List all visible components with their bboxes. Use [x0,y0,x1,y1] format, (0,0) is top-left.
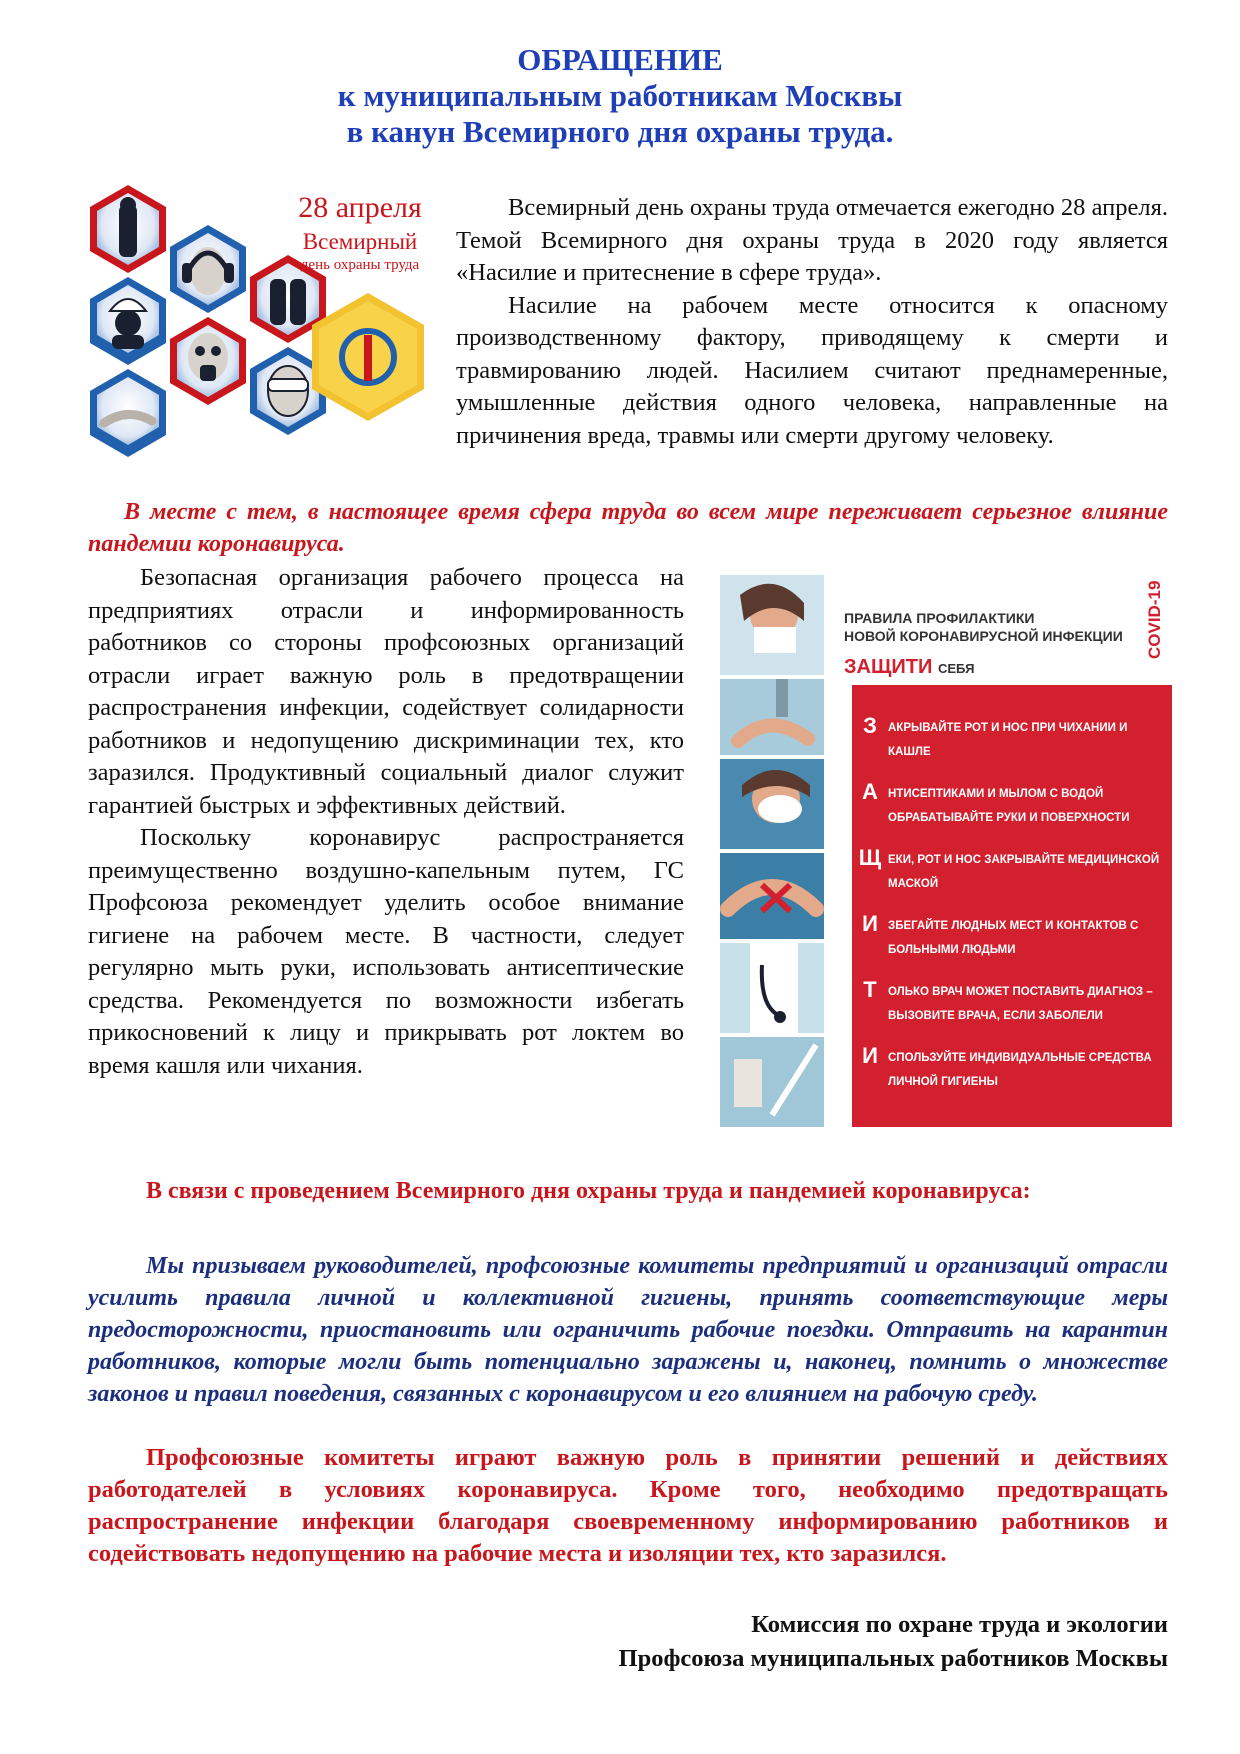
poster-rule-letter: Т [863,977,877,1002]
covid-prevention-poster [720,575,1172,1127]
poster-rule-line-2: ОБРАБАТЫВАЙТЕ РУКИ И ПОВЕРХНОСТИ [888,812,1130,824]
committees-text [88,1442,1168,1570]
logo-line-1: Всемирный [302,229,418,254]
poster-rule-line-1: АКРЫВАЙТЕ РОТ И НОС ПРИ ЧИХАНИИ И [888,722,1128,734]
intro-text [456,192,1168,452]
poster-rule-line-2: ВЫЗОВИТЕ ВРАЧА, ЕСЛИ ЗАБОЛЕЛИ [888,1010,1103,1022]
poster-header-line-1: ПРАВИЛА ПРОФИЛАКТИКИ [844,610,1035,626]
poster-rule-letter: А [862,779,878,804]
appeal-heading-text: В связи с проведением Всемирного дня охраны труда и пандемией коронавируса: [146,1178,1031,1204]
logo-line-2: день охраны труда [300,257,420,273]
poster-rule-line-2: ЛИЧНОЙ ГИГИЕНЫ [888,1076,998,1088]
appeal-paragraph: Мы призываем руководителей, профсоюзные комитеты предприятий и организаций отрасли усилить правила личной и коллективной гигиены, принять соответствующие меры предосторожности, приостановить или ограничить рабочие поездки. Отправить на карантин работников, которые могли быть потенциально заражены и, наконец, помнить о множестве законов и правил поведения, связанных с коронавирусом и его влиянием на рабочую среду. [88,1253,1168,1407]
poster-rule-letter: И [862,911,878,936]
hex-worker-suit [90,185,166,273]
signature [368,1608,1168,1676]
hexagon-cells [90,185,424,457]
title-line-1: ОБРАЩЕНИЕ [517,42,723,77]
world-safety-day-logo [88,185,438,475]
hex-washing-hands [90,369,166,457]
hex-union-emblem [312,293,424,421]
poster-rule-letter: И [862,1043,878,1068]
poster-rules-stripe [844,685,852,1127]
poster-covid-label: COVID-19 [1145,580,1164,659]
poster-rule-line-1: СПОЛЬЗУЙТЕ ИНДИВИДУАЛЬНЫЕ СРЕДСТВА [888,1052,1152,1064]
poster-rule-letter: Щ [858,845,882,870]
appeal-text [88,1250,1168,1410]
poster-rule-line-1: ЗБЕГАЙТЕ ЛЮДНЫХ МЕСТ И КОНТАКТОВ С [888,920,1139,932]
poster-rule-line-2: КАШЛЕ [888,746,931,758]
title-line-3: в канун Всемирного дня охраны труда. [346,114,894,149]
pandemic-note-text: В месте с тем, в настоящее время сфера труда во всем мире переживает серьезное влияние пандемии коронавируса. [88,499,1168,557]
poster-rule-line-2: БОЛЬНЫМИ ЛЮДЬМИ [888,944,1016,956]
left-paragraph-1: Безопасная организация рабочего процесса на предприятиях отрасли и информированность работников со стороны профсоюзных организаций отрасли играет важную роль в предотвращении распространения инфекции, содействует солидарности работников и недопущению дискриминации тех, кто заразился. Продуктивный социальный диалог служит гарантией быстрых и эффективных действий. [88,564,684,819]
intro-paragraph-1: Всемирный день охраны труда отмечается ежегодно 28 апреля. Темой Всемирного дня охраны труда в 2020 году является «Насилие и притеснение в сфере труда». [456,194,1168,286]
poster-zashchiti: ЗАЩИТИ [844,656,933,678]
signature-line-1: Комиссия по охране труда и экологии [751,1611,1168,1638]
poster-rule-line-1: ЕКИ, РОТ И НОС ЗАКРЫВАЙТЕ МЕДИЦИНСКОЙ [888,854,1160,866]
left-column-text [88,562,684,1082]
hex-hard-hat [90,277,166,365]
intro-paragraph-2: Насилие на рабочем месте относится к опасному производственному фактору, приводящему к смерти и травмированию людей. Насилием считают преднамеренные, умышленные действия одного человека, направленные на причинения вреда, травмы или смерти другому человеку. [456,291,1168,449]
left-paragraph-2: Поскольку коронавирус распространяется преимущественно воздушно-капельным путем, ГС Профсоюза рекомендует уделить особое внимание гигиене на рабочем месте. В частности, следует регулярно мыть руки, использовать антисептические средства. Рекомендуется по возможности избегать прикосновений к лицу и прикрывать рот локтем во время кашля или чихания. [88,824,684,1079]
poster-rule-line-1: ОЛЬКО ВРАЧ МОЖЕТ ПОСТАВИТЬ ДИАГНОЗ – [888,986,1153,998]
poster-sebya: СЕБЯ [938,661,975,676]
poster-rule-line-1: НТИСЕПТИКАМИ И МЫЛОМ С ВОДОЙ [888,788,1104,800]
committees-paragraph: Профсоюзные комитеты играют важную роль в принятии решений и действиях работодателей в условиях коронавируса. Кроме того, необходимо предотвращать распространение инфекции благодаря своевременному информированию работников и содействовать недопущению на рабочие места и изоляции тех, кто заразился. [88,1444,1168,1567]
hex-gas-mask [170,317,246,405]
signature-line-2: Профсоюза муниципальных работников Москвы [618,1645,1168,1672]
title-line-2: к муниципальным работникам Москвы [337,78,903,113]
pandemic-note [88,496,1168,560]
logo-date: 28 апреля [298,191,422,224]
appeal-heading [88,1175,1168,1207]
document-title [200,42,1040,150]
poster-header-line-2: НОВОЙ КОРОНАВИРУСНОЙ ИНФЕКЦИИ [844,628,1123,644]
poster-rule-line-2: МАСКОЙ [888,878,939,890]
hex-ear-muffs [170,225,246,313]
poster-rule-letter: З [863,713,877,738]
